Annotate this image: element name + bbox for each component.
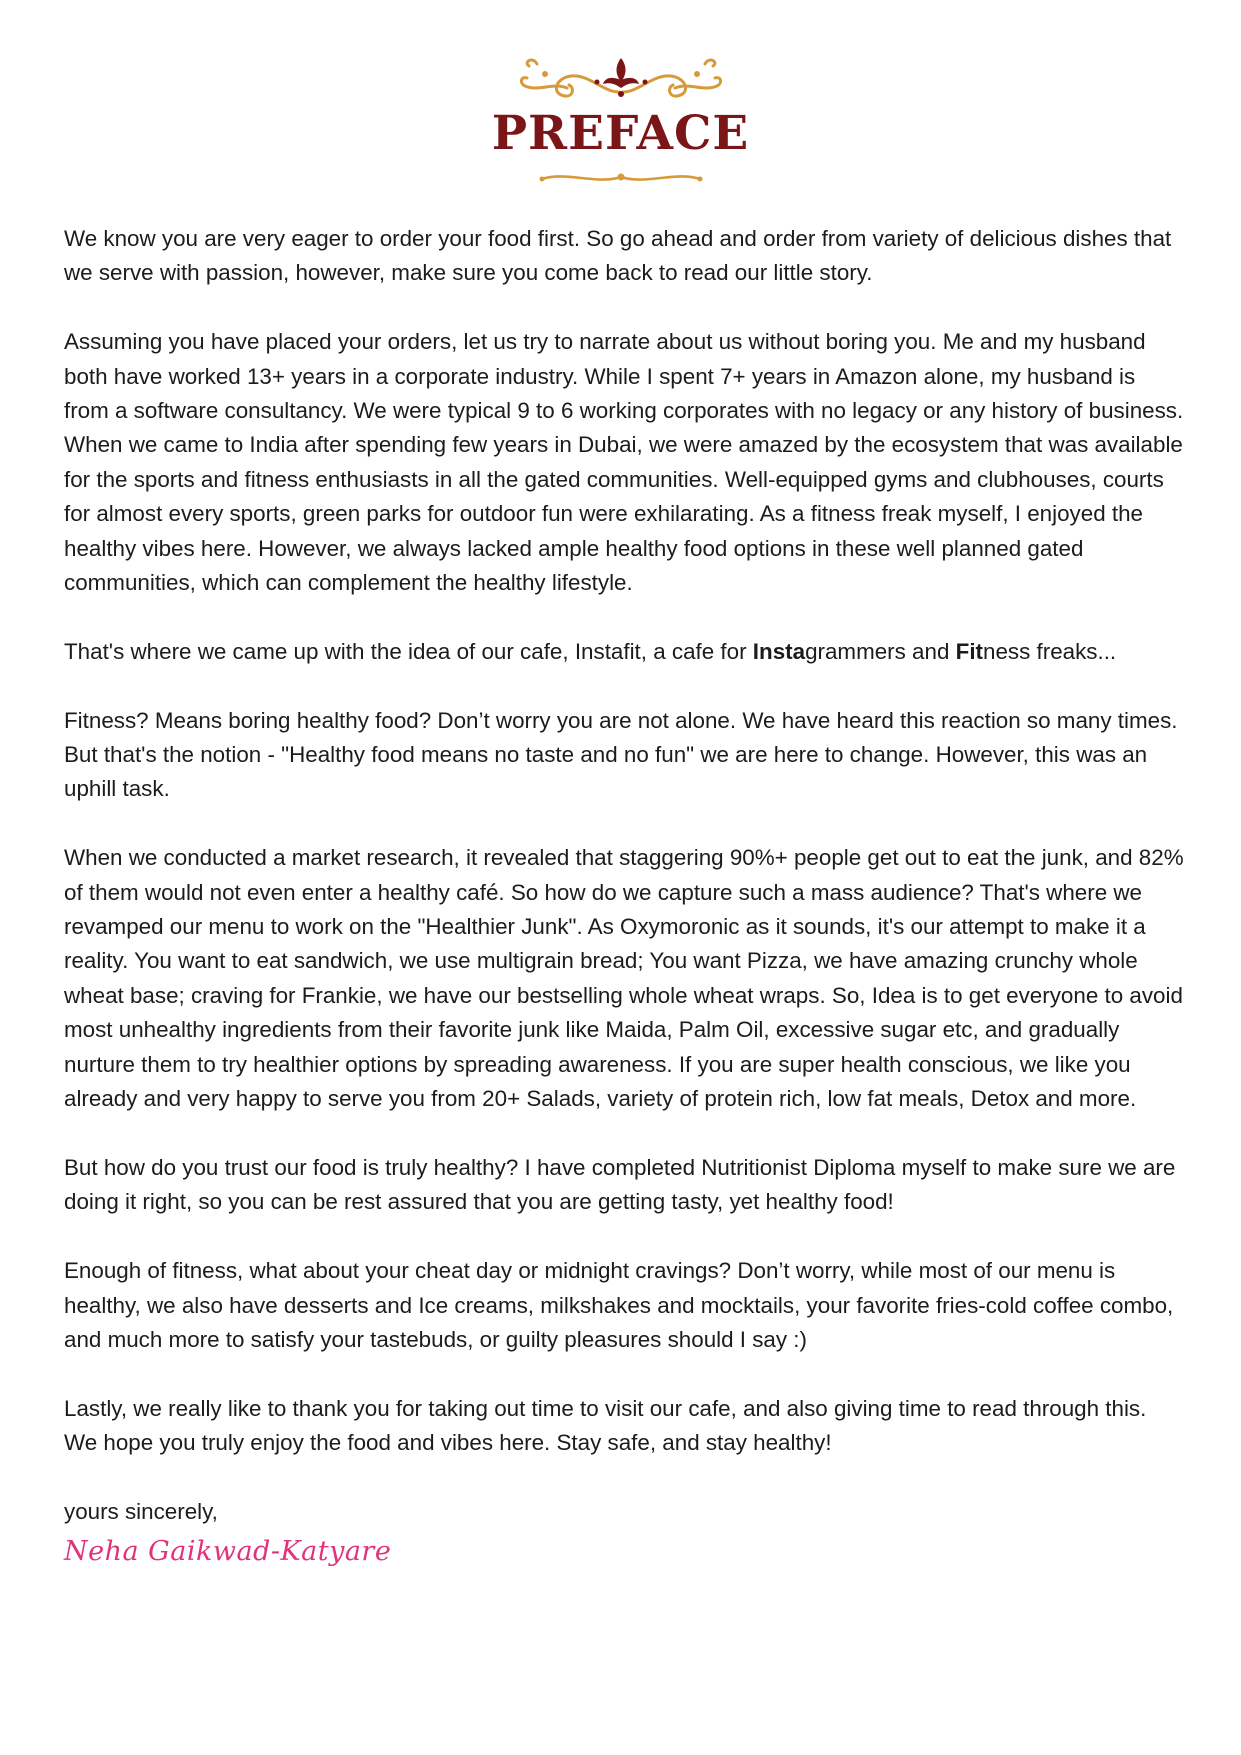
paragraph-thanks: Lastly, we really like to thank you for taking out time to visit our cafe, and also giving time to read through this. We hope you truly enjoy the food and vibes here. Stay safe, and stay healthy! xyxy=(64,1395,1147,1456)
paragraph-text: grammers and xyxy=(805,638,956,664)
paragraph-market-research: When we conducted a market research, it revealed that staggering 90%+ people get out to eat the junk, and 82% of them would not even enter a healthy café. So how do we capture such a mass audience? That's where we revamped our menu to work on the "Healthier Junk". As Oxymoronic as it sounds, it's our attempt to make it a reality. You want to eat sandwich, we use multigrain bread; You want Pizza, we have amazing crunchy whole wheat base; craving for Frankie, we have our bestselling whole wheat wraps. So, Idea is to get everyone to avoid most unhealthy ingredients from their favorite junk like Maida, Palm Oil, excessive sugar etc, and gradually nurture them to try healthier options by spreading awareness. If you are super health conscious, we like you already and very happy to serve you from 20+ Salads, variety of protein rich, low fat meals, Detox and more. xyxy=(64,845,1184,1112)
decorative-swash-icon xyxy=(536,167,706,189)
paragraph-healthy-notion: Fitness? Means boring healthy food? Don’t worry you are not alone. We have heard this reaction so many times. But that's the notion - "Healthy food means no taste and no fun" we are here to change. However, this was an uphill task. xyxy=(64,707,1178,802)
decorative-flourish-icon xyxy=(511,52,731,104)
paragraph-text: That's where we came up with the idea of our cafe, Instafit, a cafe for xyxy=(64,638,753,664)
closing-salutation: yours sincerely, xyxy=(64,1498,218,1524)
bold-fit: Fit xyxy=(955,638,983,664)
paragraph-instafit-idea xyxy=(64,635,1184,669)
paragraph-background: Assuming you have placed your orders, let us try to narrate about us without boring you. Me and my husband both have worked 13+ years in a corporate industry. While I spent 7+ years in Amazon alone, my husband is from a software consultancy. We were typical 9 to 6 working corporates with no legacy or any history of business. When we came to India after spending few years in Dubai, we were amazed by the ecosystem that was available for the sports and fitness enthusiasts in all the gated communities. Well-equipped gyms and clubhouses, courts for almost every sports, green parks for outdoor fun were exhilarating. As a fitness freak myself, I enjoyed the healthy vibes here. However, we always lacked ample healthy food options in these well planned gated communities, which can complement the healthy lifestyle. xyxy=(64,329,1184,596)
paragraph-text: ness freaks... xyxy=(983,638,1117,664)
author-signature: Neha Gaikwad-Katyare xyxy=(64,1536,392,1568)
bold-insta: Insta xyxy=(752,638,806,664)
paragraph-intro: We know you are very eager to order your food first. So go ahead and order from variety of delicious dishes that we serve with passion, however, make sure you come back to read our little story. xyxy=(64,226,1172,286)
preface-body xyxy=(64,222,1184,1570)
paragraph-trust: But how do you trust our food is truly healthy? I have completed Nutritionist Diploma myself to make sure we are doing it right, so you can be rest assured that you are getting tasty, yet healthy food! xyxy=(64,1154,1176,1215)
preface-header xyxy=(0,52,1241,189)
page-title: PREFACE xyxy=(491,106,750,161)
paragraph-cheat-day: Enough of fitness, what about your cheat day or midnight cravings? Don’t worry, while most of our menu is healthy, we also have desserts and Ice creams, milkshakes and mocktails, your favorite fries-cold coffee combo, and much more to satisfy your tastebuds, or guilty pleasures should I say :) xyxy=(64,1258,1174,1352)
